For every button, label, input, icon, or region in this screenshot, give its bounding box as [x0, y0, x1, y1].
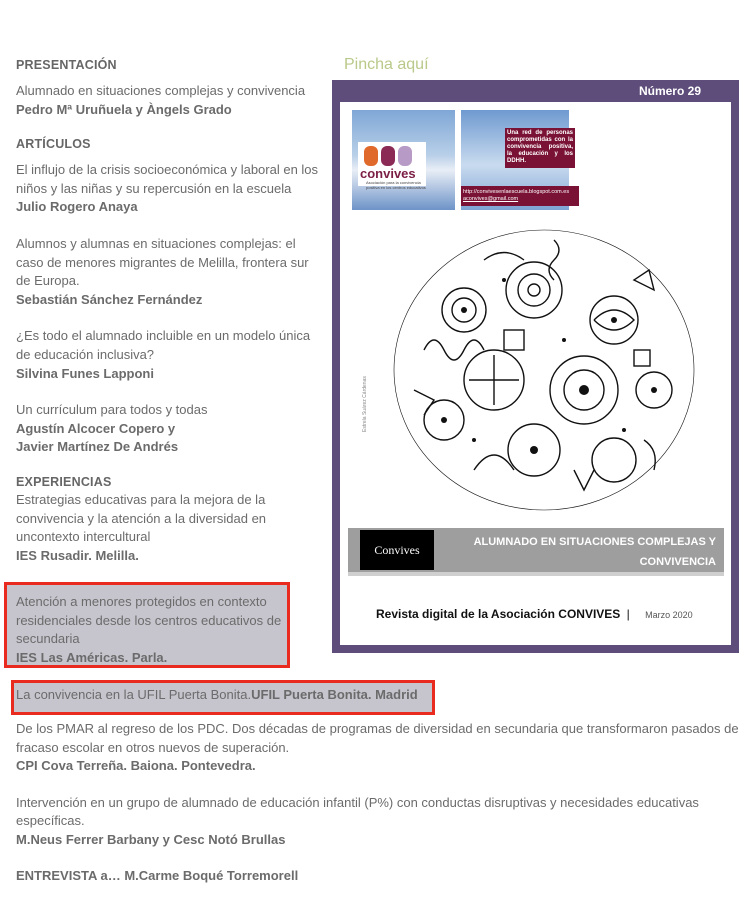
section-heading-experiencias: EXPERIENCIAS [16, 474, 112, 489]
item-author: Sebastián Sánchez Fernández [16, 291, 203, 307]
lower-list [16, 720, 746, 883]
item-title[interactable]: Alumnos y alumnas en situaciones complejas: el caso de menores migrantes de Melilla, frontera sur de Europa. [16, 235, 309, 289]
highlighted-item[interactable] [11, 680, 435, 715]
issue-date: Marzo 2020 [645, 610, 693, 620]
list-item[interactable] [16, 491, 321, 565]
item-title[interactable]: De los PMAR al regreso de los PDC. Dos décadas de programas de diversidad en secundaria que transformaron pasados de fracaso escolar en otros nuevos de superación. [16, 721, 739, 755]
title-band [348, 528, 724, 572]
item-author-2: Javier Martínez De Andrés [16, 439, 179, 455]
list-item[interactable] [16, 327, 321, 383]
doodle-illustration [384, 220, 704, 520]
item-title[interactable]: Alumnado en situaciones complejas y convivencia [16, 83, 306, 98]
item-author: M.Neus Ferrer Barbany y Cesc Notó Brullas [16, 831, 286, 847]
item-author: IES Rusadir. Melilla. [16, 547, 139, 563]
revista-caption [376, 607, 693, 621]
entrevista-link[interactable]: ENTREVISTA a… M.Carme Boqué Torremorell [16, 867, 299, 883]
list-item[interactable] [16, 82, 321, 119]
list-item[interactable] [16, 401, 321, 457]
list-item[interactable] [16, 235, 321, 309]
item-author: CPI Cova Terreña. Baiona. Pontevedra. [16, 758, 256, 774]
item-author: Silvina Funes Lapponi [16, 365, 154, 381]
magazine-cover[interactable] [332, 80, 739, 653]
logo-subtitle: Asociación para la convivencia positiva en los centros educativos [366, 180, 426, 190]
table-of-contents [16, 58, 321, 583]
revista-title: Revista digital de la Asociación CONVIVES [376, 607, 621, 621]
list-item[interactable] [16, 161, 321, 217]
section-heading-articulos: ARTÍCULOS [16, 137, 91, 152]
item-title[interactable]: El influjo de la crisis socioeconómica y laboral en los niños y las niñas y su repercusión en la escuela [16, 162, 319, 196]
item-title[interactable]: Atención a menores protegidos en contexto residenciales desde los centros educativos de secundaria [16, 594, 282, 647]
list-item[interactable] [16, 720, 746, 776]
item-title[interactable]: Estrategias educativas para la mejora de la convivencia y la atención a la diversidad en uncontexto intercultural [16, 491, 267, 545]
item-title[interactable]: ¿Es todo el alumnado incluible en un modelo única de educación inclusiva? [16, 328, 311, 362]
item-title[interactable]: Intervención en un grupo de alumnado de educación infantil (P%) con conductas disruptivas y necesidades educativas específicas. [16, 794, 699, 829]
item-title[interactable]: Un currículum para todos y todas [16, 402, 208, 418]
item-author: IES Las Américas. Parla. [16, 649, 168, 665]
convives-logo [352, 110, 455, 210]
logo-word: convives [360, 166, 416, 181]
revista-separator: | [626, 607, 630, 621]
email-text: aconvives@gmail.com [463, 196, 519, 202]
logo-pill-maroon [381, 146, 395, 166]
issue-number: Número 29 [638, 84, 701, 98]
red-box-text: Una red de personas comprometidas con la convivencia positiva, la educación y los DDHH. [505, 128, 575, 168]
item-title[interactable]: La convivencia en la UFIL Puerta Bonita. [16, 687, 252, 702]
band-logo: Convives [360, 530, 434, 570]
item-author: UFIL Puerta Bonita. Madrid [251, 687, 418, 702]
blog-url: http://convivesenlaescuela.blogspot.com.es [463, 189, 570, 195]
item-author: Agustín Alcocer Copero y [16, 420, 176, 436]
band-shadow [348, 572, 724, 576]
item-author: Julio Rogero Anaya [16, 199, 138, 215]
list-item[interactable] [16, 794, 746, 850]
item-author: Pedro Mª Uruñuela y Àngels Grado [16, 101, 232, 117]
logo-pill-orange [364, 146, 378, 166]
band-title: ALUMNADO EN SITUACIONES COMPLEJAS Y CONVIVENCIA [473, 536, 716, 568]
highlighted-item[interactable] [4, 582, 290, 668]
contact-box [461, 186, 579, 206]
artist-signature: Estrela Suárez Cárdenas [362, 376, 368, 432]
logo-pill-lilac [398, 146, 412, 166]
section-heading-presentacion: PRESENTACIÓN [16, 58, 117, 72]
pincha-aqui-link[interactable]: Pincha aquí [344, 56, 429, 73]
info-panel [461, 110, 573, 210]
